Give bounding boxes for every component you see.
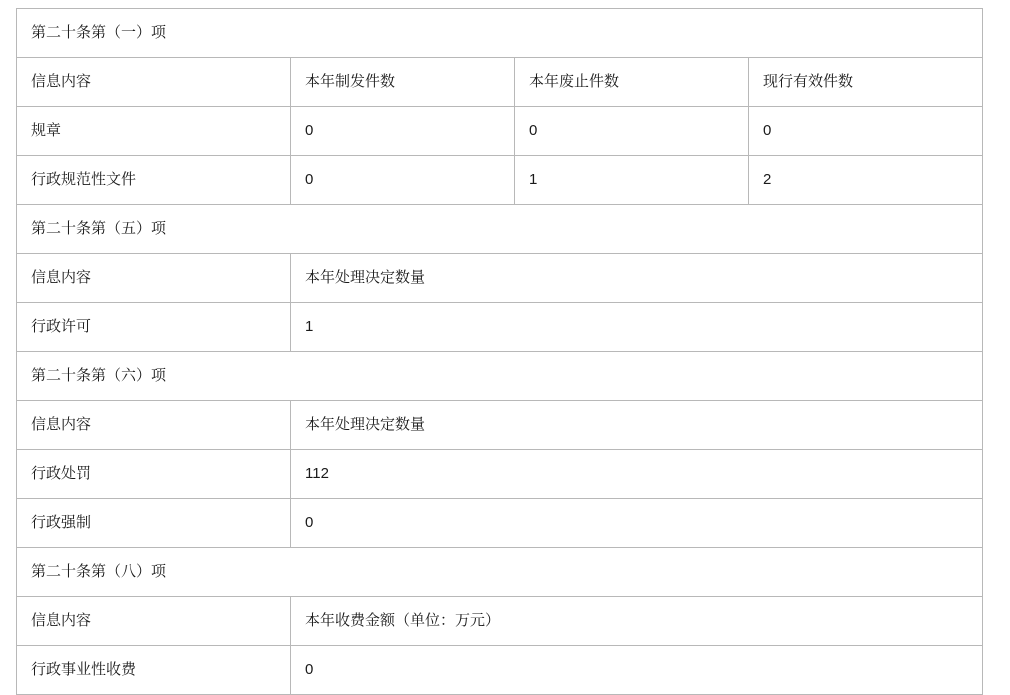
section-title: 第二十条第（一）项 bbox=[17, 9, 983, 58]
cell-value: 0 bbox=[291, 156, 515, 205]
cell-value: 0 bbox=[749, 107, 983, 156]
table-row bbox=[17, 352, 983, 401]
table-row bbox=[17, 156, 983, 205]
table-row bbox=[17, 450, 983, 499]
government-disclosure-table bbox=[16, 8, 983, 695]
cell-value: 0 bbox=[291, 499, 983, 548]
table-row bbox=[17, 303, 983, 352]
cell-value: 112 bbox=[291, 450, 983, 499]
table-row bbox=[17, 401, 983, 450]
column-header-info: 信息内容 bbox=[17, 254, 291, 303]
table-row bbox=[17, 254, 983, 303]
table-row bbox=[17, 9, 983, 58]
table-row bbox=[17, 58, 983, 107]
column-header-info: 信息内容 bbox=[17, 58, 291, 107]
column-header-decisions: 本年处理决定数量 bbox=[291, 254, 983, 303]
row-label: 行政规范性文件 bbox=[17, 156, 291, 205]
section-title: 第二十条第（六）项 bbox=[17, 352, 983, 401]
column-header-effective: 现行有效件数 bbox=[749, 58, 983, 107]
row-label: 行政事业性收费 bbox=[17, 646, 291, 695]
row-label: 行政强制 bbox=[17, 499, 291, 548]
column-header-amount: 本年收费金额（单位：万元） bbox=[291, 597, 983, 646]
table-row bbox=[17, 646, 983, 695]
section-title: 第二十条第（八）项 bbox=[17, 548, 983, 597]
cell-value: 1 bbox=[291, 303, 983, 352]
column-header-issued: 本年制发件数 bbox=[291, 58, 515, 107]
cell-value: 1 bbox=[515, 156, 749, 205]
table-row bbox=[17, 107, 983, 156]
column-header-abolished: 本年废止件数 bbox=[515, 58, 749, 107]
table-row bbox=[17, 548, 983, 597]
section-title: 第二十条第（五）项 bbox=[17, 205, 983, 254]
row-label: 规章 bbox=[17, 107, 291, 156]
cell-value: 0 bbox=[291, 107, 515, 156]
column-header-decisions: 本年处理决定数量 bbox=[291, 401, 983, 450]
table-row bbox=[17, 597, 983, 646]
table-row bbox=[17, 499, 983, 548]
cell-value: 0 bbox=[515, 107, 749, 156]
column-header-info: 信息内容 bbox=[17, 401, 291, 450]
cell-value: 0 bbox=[291, 646, 983, 695]
row-label: 行政许可 bbox=[17, 303, 291, 352]
column-header-info: 信息内容 bbox=[17, 597, 291, 646]
table-row bbox=[17, 205, 983, 254]
row-label: 行政处罚 bbox=[17, 450, 291, 499]
cell-value: 2 bbox=[749, 156, 983, 205]
